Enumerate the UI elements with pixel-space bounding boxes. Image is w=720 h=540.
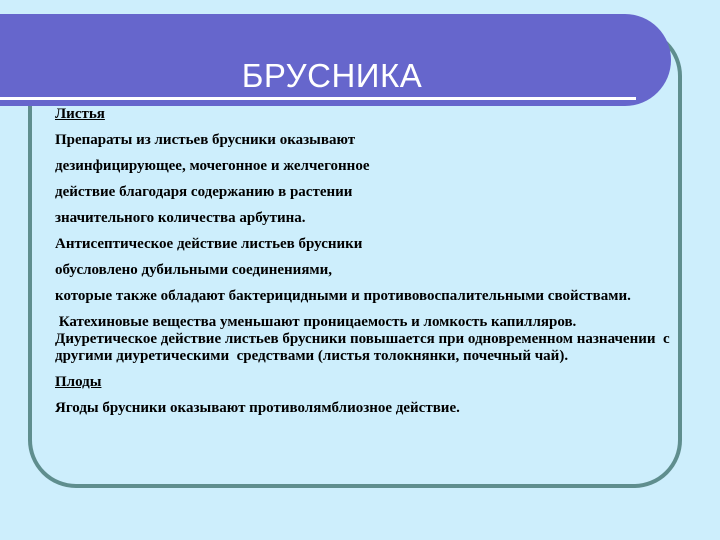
paragraph: Катехиновые вещества уменьшают проницаемость и ломкость капилляров. Диуретическое действие листьев брусники повышается при одновременном назначении с другими диуретическими средствами (листья толокнянки, почечный чай). bbox=[55, 314, 674, 364]
section-heading-leaves: Листья bbox=[55, 106, 105, 122]
paragraph: действие благодаря содержанию в растении bbox=[55, 184, 353, 200]
paragraph: которые также обладают бактерицидными и противовоспалительными свойствами. bbox=[55, 288, 631, 304]
title-underline bbox=[0, 97, 636, 100]
paragraph: дезинфицирующее, мочегонное и желчегонное bbox=[55, 158, 370, 174]
paragraph: Антисептическое действие листьев брусники bbox=[55, 236, 363, 252]
slide-title: БРУСНИКА bbox=[241, 57, 423, 94]
paragraph: обусловлено дубильными соединениями, bbox=[55, 262, 333, 278]
paragraph: Ягоды брусники оказывают противолямблиозное действие. bbox=[55, 400, 460, 416]
paragraph: Препараты из листьев брусники оказывают bbox=[55, 132, 356, 148]
slide-body bbox=[55, 106, 675, 426]
section-heading-fruits: Плоды bbox=[55, 374, 102, 390]
paragraph: значительного количества арбутина. bbox=[55, 210, 306, 226]
